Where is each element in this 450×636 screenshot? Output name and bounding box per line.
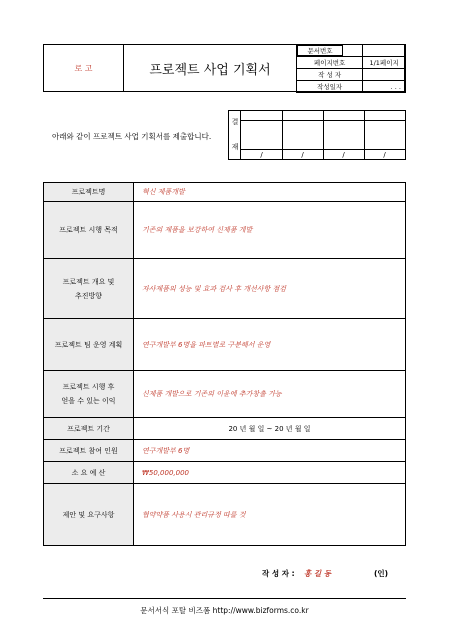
row-label: 제안 및 요구사항: [44, 484, 134, 546]
approval-date-slash: /: [342, 150, 345, 159]
logo-text: 로 고: [74, 63, 93, 73]
document-title: 프로젝트 사업 기획서: [149, 62, 271, 78]
signature-line: [262, 568, 402, 580]
signature-label: 작 성 자 :: [262, 569, 295, 578]
approval-label-top: 결: [231, 118, 239, 126]
table-row: [44, 462, 406, 484]
row-value: 기존의 제품을 보강하여 신제품 개발: [134, 202, 406, 259]
table-row: [44, 418, 406, 440]
table-row: [44, 440, 406, 462]
meta-label: 작성일자: [297, 81, 363, 93]
meta-value: 1/1페이지: [363, 57, 406, 69]
row-label: 프로젝트 참여 인원: [44, 440, 134, 462]
table-row: [44, 183, 406, 202]
meta-label: 문서번호: [297, 45, 343, 56]
signature-name: 홍 길 동: [304, 569, 331, 578]
table-row: [44, 202, 406, 259]
row-label: 프로젝트 기간: [44, 418, 134, 440]
meta-value: [363, 45, 406, 57]
meta-label: 작 성 자: [297, 69, 363, 81]
footer-divider: [43, 598, 406, 599]
table-row: [44, 259, 406, 319]
row-value: 연구개발부 6명을 파트별로 구분해서 운영: [134, 319, 406, 371]
project-form-table: [43, 182, 406, 546]
meta-label: 페이지번호: [297, 57, 363, 69]
footer-text: 문서서식 포탈 비즈폼 http://www.bizforms.co.kr: [140, 606, 309, 615]
row-label: 프로젝트명: [44, 183, 134, 202]
approval-date-slash: /: [383, 150, 386, 159]
row-label: 프로젝트 시행 후 얻을 수 있는 이익: [44, 371, 134, 418]
meta-value: . . .: [363, 81, 406, 93]
row-label: 프로젝트 팀 운영 계획: [44, 319, 134, 371]
approval-date-slash: /: [260, 150, 263, 159]
seal-mark: (인): [374, 569, 389, 578]
row-label: 프로젝트 시행 목적: [44, 202, 134, 259]
intro-text: 아래와 같이 프로젝트 사업 기획서를 제출합니다.: [52, 132, 212, 141]
row-value: ₩50,000,000: [134, 462, 406, 484]
approval-box: [228, 110, 406, 160]
row-value: 협약약품 사용시 관리규정 따를 것: [134, 484, 406, 546]
header-block: [43, 44, 405, 92]
table-row: [44, 484, 406, 546]
table-row: [44, 319, 406, 371]
logo-box: [44, 45, 124, 91]
meta-value: [363, 69, 406, 81]
approval-label-bottom: 재: [231, 143, 239, 151]
row-value: 연구개발부 6명: [134, 440, 406, 462]
row-label: 프로젝트 개요 및 추진방향: [44, 259, 134, 319]
row-value: 20 년 월 일 ~ 20 년 월 일: [134, 418, 406, 440]
document-meta-table: [296, 44, 406, 93]
approval-date-slash: /: [301, 150, 304, 159]
row-label: 소 요 예 산: [44, 462, 134, 484]
row-value: 자사제품의 성능 및 효과 검사 후 개선사항 점검: [134, 259, 406, 319]
table-row: [44, 371, 406, 418]
row-value: 혁신 제품개발: [134, 183, 406, 202]
approval-label-col: [229, 111, 241, 159]
row-value: 신제품 개발으로 기존의 이윤에 추가창출 가능: [134, 371, 406, 418]
